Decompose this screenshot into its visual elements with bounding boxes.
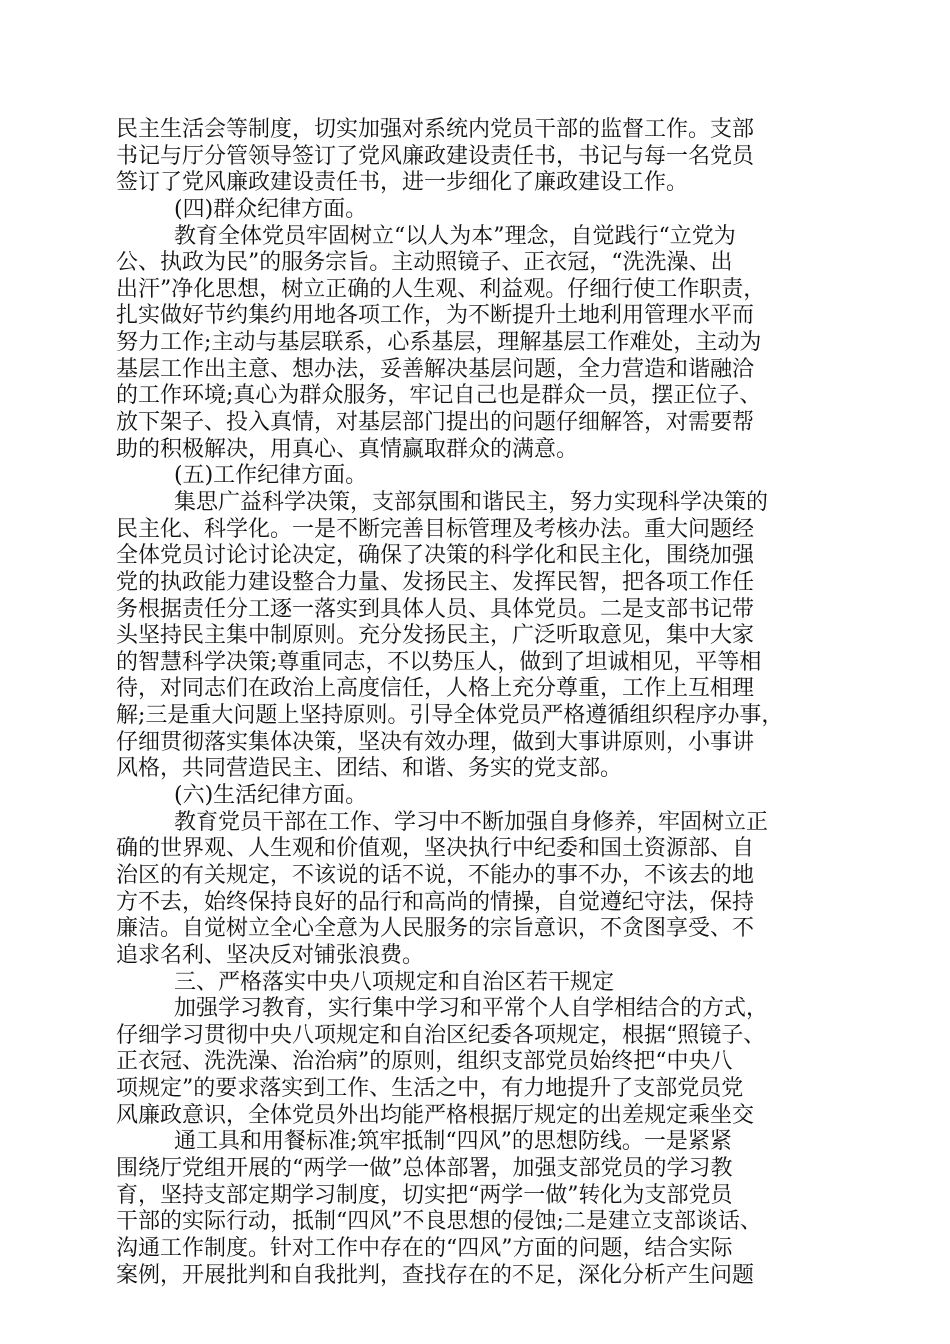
text-line: 围绕厅党组开展的“两学一做”总体部署，加强支部党员的学习教	[116, 1155, 733, 1181]
text-line: 努力工作;主动与基层联系，心系基层，理解基层工作难处，主动为	[116, 330, 762, 356]
text-line: 风廉政意识，全体党员外出均能严格根据厅规定的出差规定乘坐交	[116, 1102, 755, 1128]
text-line: 放下架子、投入真情，对基层部门提出的问题仔细解答，对需要帮	[116, 410, 755, 436]
text-line: 正衣冠、洗洗澡、治治病”的原则，组织支部党员始终把“中央八	[116, 1049, 733, 1075]
text-line: 确的世界观、人生观和价值观，坚决执行中纪委和国土资源部、自	[116, 836, 755, 862]
text-line: 书记与厅分管领导签订了党风廉政建设责任书，书记与每一名党员	[116, 143, 755, 169]
document-page	[116, 117, 828, 1289]
text-line: 公、执政为民”的服务宗旨。主动照镜子、正衣冠，“洗洗澡、出	[116, 250, 733, 276]
text-line: 民主化、科学化。一是不断完善目标管理及考核办法。重大问题经	[116, 516, 755, 542]
paragraph-start: 教育全体党员牢固树立“以人为本”理念，自觉践行“立党为	[174, 223, 736, 249]
text-line: 全体党员讨论讨论决定，确保了决策的科学化和民主化，围绕加强	[116, 543, 755, 569]
text-line: 务根据责任分工逐一落实到具体人员、具体党员。二是支部书记带	[116, 596, 755, 622]
text-line: 的工作环境;真心为群众服务，牢记自己也是群众一员，摆正位子、	[116, 383, 762, 409]
text-line: 仔细贯彻落实集体决策，坚决有效办理，做到大事讲原则，小事讲	[116, 729, 755, 755]
section-heading-five: (五)工作纪律方面。	[174, 463, 368, 489]
text-line: 民主生活会等制度，切实加强对系统内党员干部的监督工作。支部	[116, 117, 755, 142]
paragraph-start: 教育党员干部在工作、学习中不断加强自身修养，牢固树立正	[174, 809, 769, 835]
text-line: 签订了党风廉政建设责任书，进一步细化了廉政建设工作。	[116, 170, 689, 196]
text-line: 仔细学习贯彻中央八项规定和自治区纪委各项规定，根据“照镜子、	[116, 1022, 766, 1048]
text-line: 出汗”净化思想，树立正确的人生观、利益观。仔细行使工作职责，	[116, 276, 766, 302]
text-line: 的智慧科学决策;尊重同志，不以势压人，做到了坦诚相见，平等相	[116, 649, 762, 675]
text-line: 廉洁。自觉树立全心全意为人民服务的宗旨意识，不贪图享受、不	[116, 916, 755, 942]
paragraph-start: 加强学习教育，实行集中学习和平常个人自学相结合的方式，	[174, 996, 769, 1022]
section-heading-three: 三、严格落实中央八项规定和自治区若干规定	[174, 969, 615, 995]
text-line: 党的执政能力建设整合力量、发扬民主、发挥民智，把各项工作任	[116, 569, 755, 595]
text-line: 案例，开展批判和自我批判，查找存在的不足，深化分析产生问题	[116, 1262, 755, 1288]
text-line: 解;三是重大问题上坚持原则。引导全体党员严格遵循组织程序办事，	[116, 703, 784, 729]
text-line: 育，坚持支部定期学习制度，切实把“两学一做”转化为支部党员	[116, 1182, 733, 1208]
text-line: 助的积极解决，用真心、真情赢取群众的满意。	[116, 436, 579, 462]
text-line: 干部的实际行动，抵制“四风”不良思想的侵蚀;二是建立支部谈话、	[116, 1209, 762, 1235]
text-line: 治区的有关规定，不该说的话不说，不能办的事不办，不该去的地	[116, 862, 755, 888]
text-line: 基层工作出主意、想办法，妥善解决基层问题，全力营造和谐融洽	[116, 356, 755, 382]
text-line: 方不去，始终保持良好的品行和高尚的情操，自觉遵纪守法，保持	[116, 889, 755, 915]
text-line: 沟通工作制度。针对工作中存在的“四风”方面的问题，结合实际	[116, 1235, 733, 1261]
paragraph-start: 通工具和用餐标准;筑牢抵制“四风”的思想防线。一是紧紧	[174, 1129, 732, 1155]
text-line: 追求名利、坚决反对铺张浪费。	[116, 942, 425, 968]
text-line: 风格，共同营造民主、团结、和谐、务实的党支部。	[116, 756, 623, 782]
paragraph-start: 集思广益科学决策，支部氛围和谐民主，努力实现科学决策的	[174, 489, 769, 515]
text-line: 待，对同志们在政治上高度信任，人格上充分尊重，工作上互相理	[116, 676, 755, 702]
text-line: 头坚持民主集中制原则。充分发扬民主，广泛听取意见，集中大家	[116, 623, 755, 649]
text-line: 项规定”的要求落实到工作、生活之中，有力地提升了支部党员党	[116, 1076, 744, 1102]
section-heading-four: (四)群众纪律方面。	[174, 196, 368, 222]
section-heading-six: (六)生活纪律方面。	[174, 783, 368, 809]
text-line: 扎实做好节约集约用地各项工作，为不断提升土地利用管理水平而	[116, 303, 755, 329]
